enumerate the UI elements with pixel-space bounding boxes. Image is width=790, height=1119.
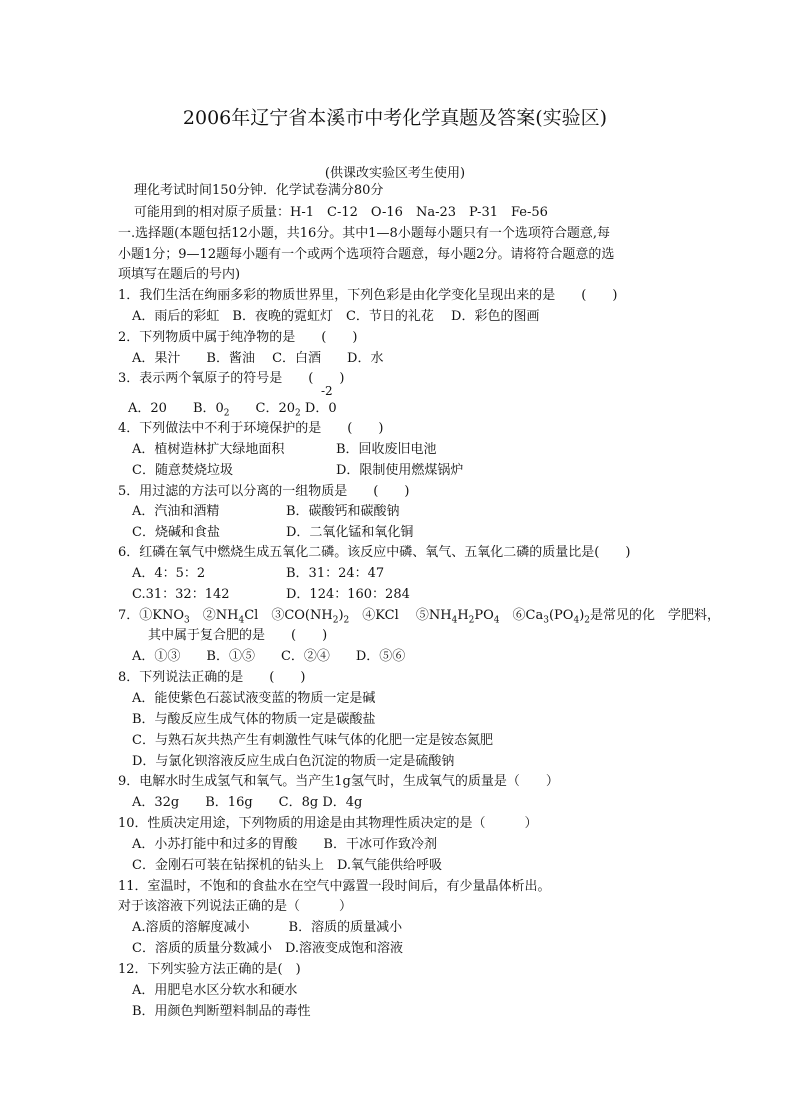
question-10-options-cd: C．金刚石可装在钻探机的钻头上 D.氧气能供给呼吸 <box>132 858 443 873</box>
exam-time-note: 理化考试时间150分钟．化学试卷满分80分 <box>134 183 384 198</box>
question-1-options: A．雨后的彩虹 B．夜晚的霓虹灯 C．节日的礼花 D．彩色的图画 <box>132 309 540 324</box>
page-title: 2006年辽宁省本溪市中考化学真题及答案(实验区) <box>182 107 608 129</box>
question-4-stem: 4．下列做法中不利于环境保护的是 ( ) <box>118 421 384 436</box>
question-5-option-b: B．碳酸钙和碳酸钠 <box>286 504 400 519</box>
question-3-option-a: A．20 <box>128 401 167 416</box>
atomic-masses-note: 可能用到的相对原子质量：H-1 C-12 O-16 Na-23 P-31 Fe-56 <box>134 205 548 220</box>
question-5-option-a: A．汽油和酒精 <box>132 504 220 519</box>
question-12-stem: 12．下列实验方法正确的是( ) <box>118 962 301 977</box>
question-3-option-c: C．$20_2$ <box>255 401 301 419</box>
question-3-option-d: D．0 <box>304 401 337 416</box>
question-10-stem: 10．性质决定用途，下列物质的用途是由其物理性质决定的是（ ） <box>118 816 538 831</box>
question-9-stem: 9．电解水时生成氢气和氧气。当产生1g氢气时，生成氧气的质量是（ ） <box>118 774 559 789</box>
question-7-options: A．①③ B．①⑤ C．②④ D．⑤⑥ <box>132 649 406 664</box>
question-4-option-c: C．随意焚烧垃圾 <box>132 463 233 478</box>
section-header-line3: 项填写在题后的号内) <box>118 267 241 282</box>
question-3-stem: 3．表示两个氧原子的符号是 ( ) <box>118 371 345 386</box>
question-9-options: A．32g B．16g C．8g D．4g <box>132 795 363 810</box>
question-8-stem: 8．下列说法正确的是 ( ) <box>118 670 306 685</box>
question-6-option-d: D．124：160：284 <box>286 587 410 602</box>
question-6-option-c: C.31：32：142 <box>132 587 230 602</box>
question-3-options <box>128 400 337 417</box>
question-1-stem: 1．我们生活在绚丽多彩的物质世界里，下列色彩是由化学变化呈现出来的是 ( ) <box>118 288 618 303</box>
question-5-option-d: D．二氧化锰和氧化铜 <box>286 525 414 540</box>
question-2-options: A．果汁 B．酱油 C．白酒 D．水 <box>132 351 384 366</box>
question-12-option-b: B．用颜色判断塑料制品的毒性 <box>132 1004 311 1019</box>
question-11-stem-line2: 对于该溶液下列说法正确的是（ ） <box>118 899 353 914</box>
question-4-option-d: D．限制使用燃煤锅炉 <box>336 463 464 478</box>
question-2-stem: 2．下列物质中属于纯净物的是 ( ) <box>118 330 358 345</box>
page-subtitle: (供课改实验区考生使用) <box>324 166 466 181</box>
question-3-option-b: B．$0_2$ <box>192 401 230 419</box>
question-7-stem: 7．$①KNO_3$ $②NH_4Cl$ $③CO(NH_2)_2$ ④KCl $⑤NH_4H_2PO_4$ $⑥Ca_3(PO_4)_2$是常见的化 学肥料， <box>118 608 721 626</box>
section-header-line1: 一.选择题(本题包括12小题，共16分。其中1—8小题每小题只有一个选项符合题意,每 <box>118 226 610 241</box>
question-4-option-b: B．回收废旧电池 <box>336 442 437 457</box>
question-12-option-a: A．用肥皂水区分软水和硬水 <box>132 983 298 998</box>
question-11-options-cd: C．溶质的质量分数减小 D.溶液变成饱和溶液 <box>132 941 404 956</box>
question-6-stem: 6．红磷在氧气中燃烧生成五氧化二磷。该反应中磷、氧气、五氧化二磷的质量比是( ) <box>118 545 631 560</box>
question-8-option-a: A．能使紫色石蕊试液变蓝的物质一定是碱 <box>132 691 376 706</box>
question-8-option-c: C．与熟石灰共热产生有刺激性气味气体的化肥一定是铵态氮肥 <box>132 733 493 748</box>
question-11-options-ab: A.溶质的溶解度减小 B．溶质的质量减小 <box>132 920 403 935</box>
question-4-option-a: A．植树造林扩大绿地面积 <box>132 442 285 457</box>
question-7-stem-line2: 其中属于复合肥的是 ( ) <box>148 628 328 643</box>
question-8-option-d: D．与氯化钡溶液反应生成白色沉淀的物质一定是硫酸钠 <box>132 754 455 769</box>
question-8-option-b: B．与酸反应生成气体的物质一定是碳酸盐 <box>132 712 376 727</box>
question-6-option-a: A．4：5：2 <box>132 566 206 581</box>
question-5-stem: 5．用过滤的方法可以分离的一组物质是 ( ) <box>118 484 410 499</box>
question-6-option-b: B．31：24：47 <box>286 566 385 581</box>
question-5-option-c: C．烧碱和食盐 <box>132 525 220 540</box>
question-11-stem: 11．室温时，不饱和的食盐水在空气中露置一段时间后，有少量晶体析出。 <box>118 879 551 894</box>
question-10-options-ab: A．小苏打能中和过多的胃酸 B．干冰可作致冷剂 <box>132 837 437 852</box>
question-3-charge-label: -2 <box>321 384 333 398</box>
section-header-line2: 小题1分；9—12题每小题有一个或两个选项符合题意，每小题2分。请将符合题意的选 <box>118 247 615 262</box>
